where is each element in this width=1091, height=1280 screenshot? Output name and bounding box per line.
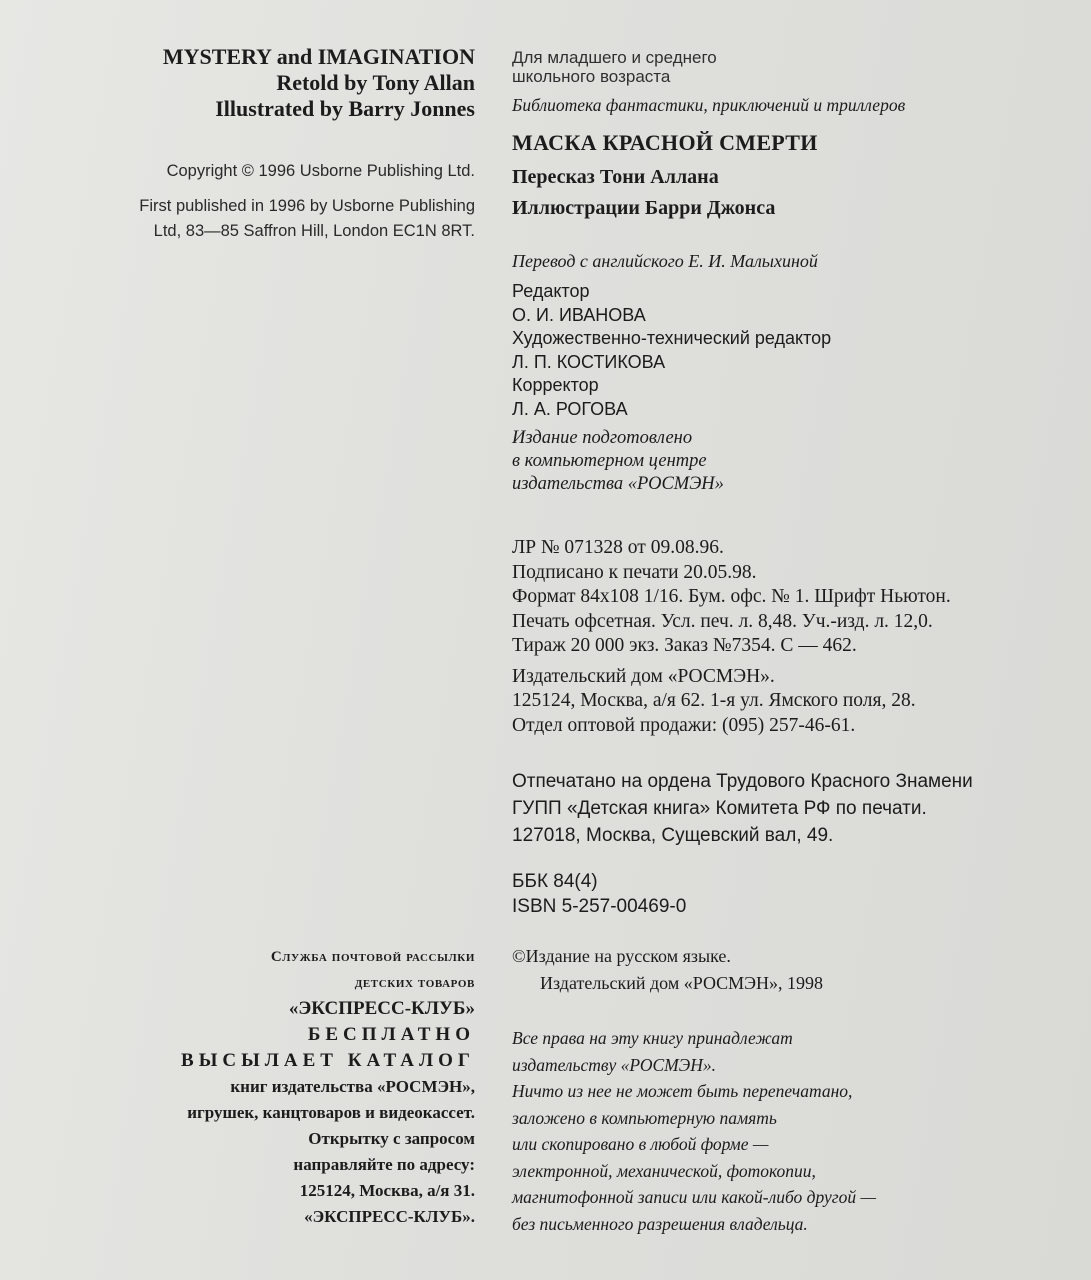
rights-line: Ничто из нее не может быть перепечатано,: [512, 1081, 853, 1101]
rights-line: без письменного разрешения владельца.: [512, 1213, 808, 1234]
publisher-info: [512, 665, 1082, 739]
staff-line: Л. П. КОСТИКОВА: [512, 351, 666, 372]
express-club-promo: [15, 944, 475, 1230]
promo-line: книг издательства «РОСМЭН»,: [230, 1077, 475, 1096]
promo-line: направляйте по адресу:: [293, 1155, 475, 1174]
promo-sends-catalog: ВЫСЫЛАЕТ КАТАЛОГ: [181, 1050, 475, 1071]
publisher-line: Издательский дом «РОСМЭН».: [512, 665, 775, 687]
promo-service-line: детских товаров: [354, 975, 475, 991]
prepared-line: в компьютерном центре: [512, 451, 707, 471]
printer-info: [512, 768, 1082, 849]
english-title-block: [35, 44, 475, 122]
english-retold-by: Retold by Tony Allan: [276, 70, 475, 95]
staff-line: Корректор: [512, 375, 599, 395]
isbn-code: ISBN 5-257-00469-0: [512, 896, 687, 917]
promo-service-line: Служба почтовой рассылки: [270, 949, 475, 965]
russian-copyright: [512, 943, 1082, 997]
pubdata-line: Печать офсетная. Усл. печ. л. 8,48. Уч.-изд. л. 12,0.: [512, 610, 933, 632]
russian-retold-by: Пересказ Тони Аллана: [512, 166, 719, 188]
promo-line: Открытку с запросом: [308, 1129, 475, 1148]
staff-line: О. И. ИВАНОВА: [512, 304, 646, 325]
staff-line: Л. А. РОГОВА: [512, 398, 628, 419]
prepared-line: Издание подготовлено: [512, 428, 693, 448]
russian-imprint: [512, 48, 1082, 1237]
promo-free: БЕСПЛАТНО: [307, 1024, 475, 1045]
publication-data: [512, 536, 1082, 659]
promo-line: «ЭКСПРЕСС-КЛУБ».: [304, 1207, 475, 1226]
staff-line: Редактор: [512, 281, 590, 301]
english-copyright: [35, 160, 475, 182]
rights-line: магнитофонной записи или какой-либо другой —: [512, 1187, 877, 1207]
bbk-code: ББК 84(4): [512, 871, 598, 892]
rights-line: заложено в компьютерную память: [512, 1107, 777, 1128]
prepared-by: [512, 427, 1082, 496]
pubdata-line: ЛР № 071328 от 09.08.96.: [512, 537, 724, 558]
publisher-line: Отдел оптовой продажи: (095) 257-46-61.: [512, 714, 856, 736]
series-name: [512, 94, 1082, 116]
first-published-line: Ltd, 83—85 Saffron Hill, London EC1N 8RT.: [153, 222, 475, 240]
english-first-published: [35, 194, 475, 244]
prepared-line: издательства «РОСМЭН»: [512, 474, 724, 494]
english-illustrated-by: Illustrated by Barry Jonnes: [215, 96, 475, 121]
publisher-line: 125124, Москва, а/я 62. 1-я ул. Ямского поля, 28.: [512, 690, 916, 711]
first-published-line: First published in 1996 by Usborne Publishing: [139, 197, 475, 215]
catalog-codes: [512, 869, 1082, 919]
rights-line: издательству «РОСМЭН».: [512, 1054, 716, 1075]
rights-line: электронной, механической, фотокопии,: [512, 1160, 816, 1181]
pubdata-line: Формат 84x108 1/16. Бум. офс. № 1. Шрифт Ньютон.: [512, 586, 951, 607]
age-line: школьного возраста: [512, 67, 671, 86]
editorial-staff: [512, 280, 1082, 421]
rights-line: или скопировано в любой форме —: [512, 1134, 769, 1154]
translator: Перевод с английского Е. И. Малыхиной: [512, 251, 818, 271]
pubdata-line: Тираж 20 000 экз. Заказ №7354. С — 462.: [512, 635, 857, 656]
pubdata-line: Подписано к печати 20.05.98.: [512, 561, 757, 583]
series-line: Библиотека фантастики, приключений и триллеров: [512, 95, 906, 115]
english-imprint: [35, 44, 475, 244]
printer-line: Отпечатано на ордена Трудового Красного Знамени: [512, 771, 973, 792]
rights-line: Все права на эту книгу принадлежат: [512, 1028, 793, 1048]
promo-line: игрушек, канцтоваров и видеокассет.: [187, 1103, 475, 1122]
printer-line: 127018, Москва, Сущевский вал, 49.: [512, 825, 834, 846]
rights-notice: [512, 1025, 1082, 1237]
english-title: MYSTERY and IMAGINATION: [162, 44, 475, 69]
russian-title: МАСКА КРАСНОЙ СМЕРТИ: [512, 130, 818, 155]
russian-illustrated-by: Иллюстрации Барри Джонса: [512, 197, 776, 219]
english-copyright-line: Copyright © 1996 Usborne Publishing Ltd.: [166, 162, 475, 180]
promo-line: 125124, Москва, а/я 31.: [299, 1181, 475, 1200]
promo-club-name: «ЭКСПРЕСС-КЛУБ»: [288, 998, 475, 1019]
age-group: [512, 48, 1082, 86]
staff-line: Художественно-технический редактор: [512, 328, 832, 348]
russian-credits: [512, 162, 1082, 224]
russian-copyright-line: ©Издание на русском языке.: [512, 946, 731, 966]
printer-line: ГУПП «Детская книга» Комитета РФ по печати.: [512, 798, 927, 819]
russian-copyright-line: Издательский дом «РОСМЭН», 1998: [540, 973, 824, 993]
age-line: Для младшего и среднего: [512, 48, 717, 67]
